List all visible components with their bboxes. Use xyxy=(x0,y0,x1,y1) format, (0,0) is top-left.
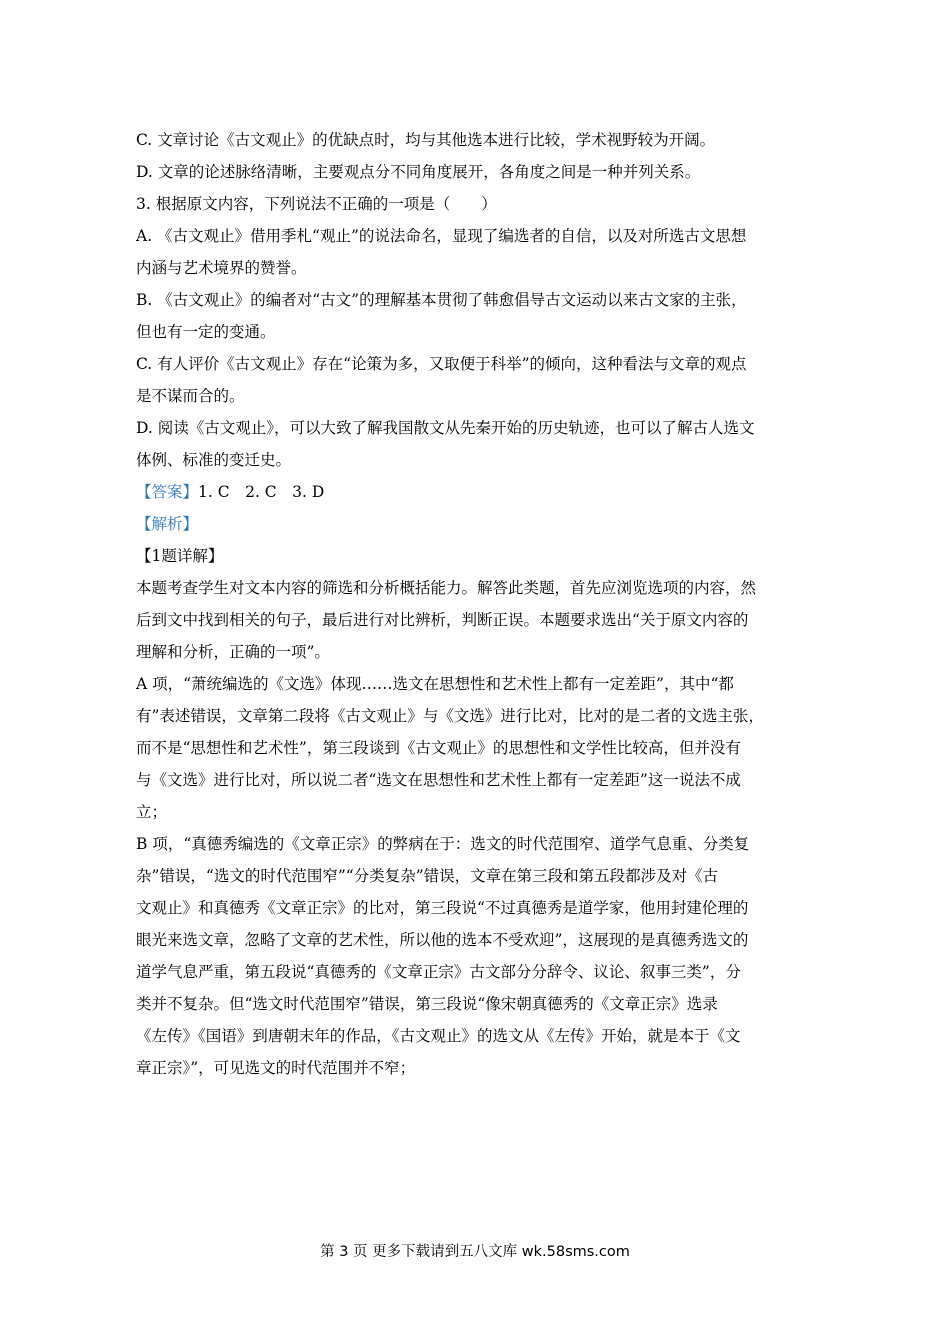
answer-text: 1. C 2. C 3. D xyxy=(198,483,325,501)
analysis-line: A 项，“萧统编选的《文选》体现……选文在思想性和艺术性上都有一定差距”，其中“都 xyxy=(136,675,734,693)
q3-option-c-line2: 是不谋而合的。 xyxy=(136,387,245,405)
analysis-line: 类并不复杂。但“选文时代范围窄”错误，第三段说“像宋朝真德秀的《文章正宗》选录 xyxy=(136,995,718,1013)
document-body xyxy=(136,124,816,1084)
analysis-line: 与《文选》进行比对，所以说二者“选文在思想性和艺术性上都有一定差距”这一说法不成 xyxy=(136,771,741,789)
answer-line xyxy=(136,476,816,508)
analysis-line: 《左传》《国语》到唐朝末年的作品，《古文观止》的选文从《左传》开始，就是本于《文 xyxy=(136,1027,741,1045)
q2-option-c: C. 文章讨论《古文观止》的优缺点时，均与其他选本进行比较，学术视野较为开阔。 xyxy=(136,131,716,149)
q3-option-b-line2: 但也有一定的变通。 xyxy=(136,323,276,341)
analysis-line: 本题考查学生对文本内容的筛选和分析概括能力。解答此类题，首先应浏览选项的内容，然 xyxy=(136,579,757,597)
analysis-line: 立； xyxy=(136,803,168,821)
analysis-line: 而不是“思想性和艺术性”，第三段谈到《古文观止》的思想性和文学性比较高，但并没有 xyxy=(136,739,741,757)
analysis-line: 眼光来选文章，忽略了文章的艺术性，所以他的选本不受欢迎”，这展现的是真德秀选文的 xyxy=(136,931,749,949)
q3-option-b-line1: B. 《古文观止》的编者对“古文”的理解基本贯彻了韩愈倡导古文运动以来古文家的主张， xyxy=(136,291,747,309)
q3-option-d-line1: D. 阅读《古文观止》，可以大致了解我国散文从先秦开始的历史轨迹，也可以了解古人选文 xyxy=(136,419,755,437)
q3-option-c-line1: C. 有人评价《古文观止》存在“论策为多，又取便于科举”的倾向，这种看法与文章的观点 xyxy=(136,355,747,373)
analysis-line: 章正宗》”，可见选文的时代范围并不窄； xyxy=(136,1059,416,1077)
analysis-line: 道学气息严重，第五段说“真德秀的《文章正宗》古文部分分辞令、议论、叙事三类”，分 xyxy=(136,963,741,981)
q2-option-d: D. 文章的论述脉络清晰，主要观点分不同角度展开，各角度之间是一种并列关系。 xyxy=(136,163,701,181)
analysis-line: 有”表述错误，文章第二段将《古文观止》与《文选》进行比对，比对的是二者的文选主张， xyxy=(136,707,764,725)
page-footer: 第 3 页 更多下载请到五八文库 wk.58sms.com xyxy=(320,1244,630,1260)
analysis-line: B 项，“真德秀编选的《文章正宗》的弊病在于：选文的时代范围窄、道学气息重、分类复 xyxy=(136,835,750,853)
analysis-line: 文观止》和真德秀《文章正宗》的比对，第三段说“不过真德秀是道学家，他用封建伦理的 xyxy=(136,899,749,917)
q3-option-a-line1: A. 《古文观止》借用季札“观止”的说法命名，显现了编选者的自信，以及对所选古文思想 xyxy=(136,227,747,245)
q3-option-d-line2: 体例、标准的变迁史。 xyxy=(136,451,292,469)
analysis-label: 【解析】 xyxy=(136,515,199,533)
q1-heading: 【1题详解】 xyxy=(136,547,224,565)
answer-label: 【答案】 xyxy=(136,483,199,501)
analysis-line: 后到文中找到相关的句子，最后进行对比辨析，判断正误。本题要求选出“关于原文内容的 xyxy=(136,611,749,629)
analysis-line: 理解和分析，正确的一项”。 xyxy=(136,643,330,661)
q3-option-a-line2: 内涵与艺术境界的赞誉。 xyxy=(136,259,307,277)
q3-stem: 3. 根据原文内容，下列说法不正确的一项是（ ） xyxy=(136,195,497,213)
analysis-line: 杂”错误，“选文的时代范围窄”“分类复杂”错误，文章在第三段和第五段都涉及对《古 xyxy=(136,867,719,885)
